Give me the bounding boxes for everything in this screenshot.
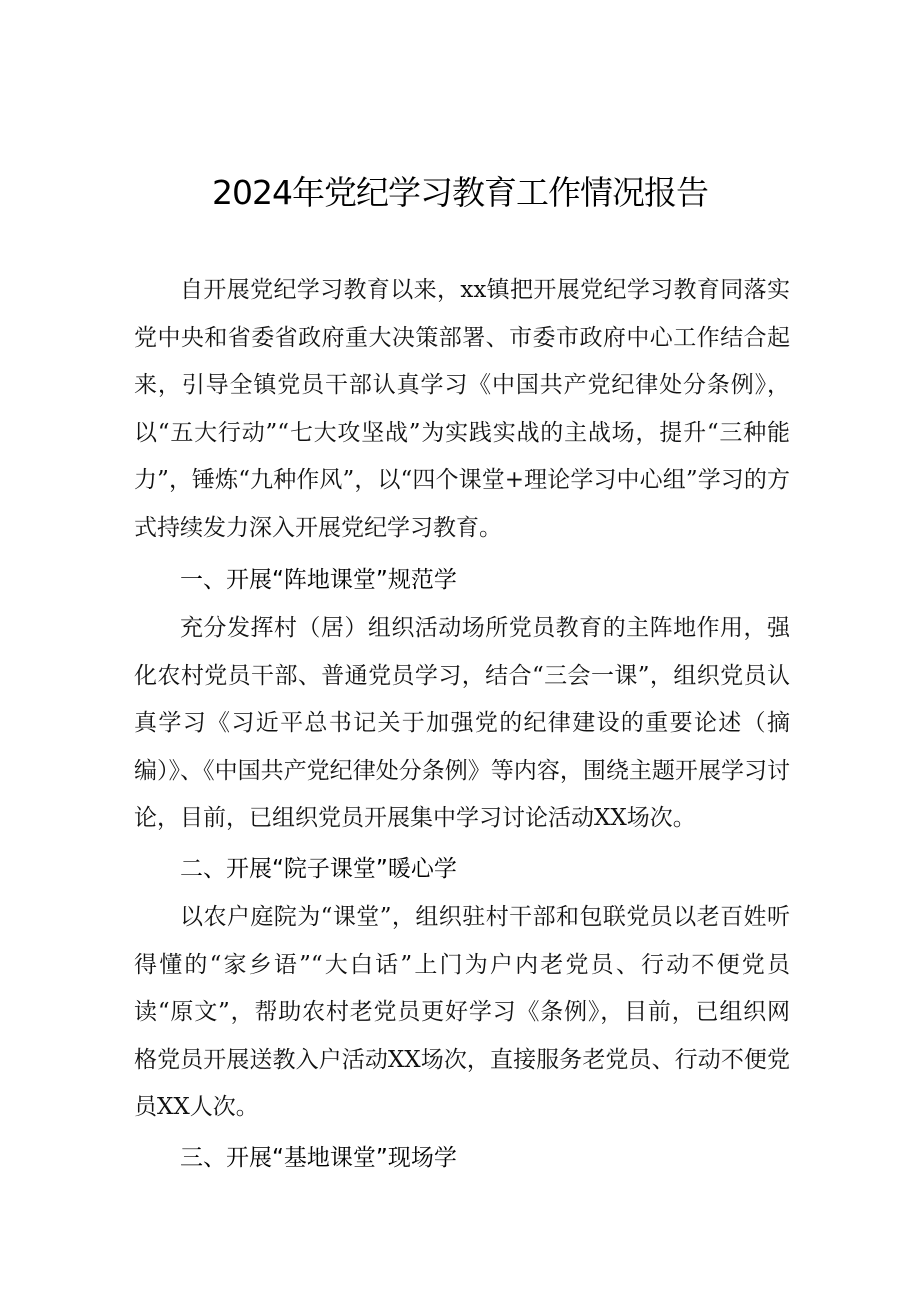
- intro-paragraph: 自开展党纪学习教育以来，xx镇把开展党纪学习教育同落实党中央和省委省政府重大决策部署、市委市政府中心工作结合起来，引导全镇党员干部认真学习《中国共产党纪律处分条例》，以“五大行动”“七大攻坚战”为实践实战的主战场，提升“三种能力”，锤炼“九种作风”，以“四个课堂+理论学习中心组”学习的方式持续发力深入开展党纪学习教育。: [134, 277, 790, 541]
- section-1-paragraph: 充分发挥村（居）组织活动场所党员教育的主阵地作用，强化农村党员干部、普通党员学习，结合“三会一课”，组织党员认真学习《习近平总书记关于加强党的纪律建设的重要论述（摘编）》、《中国共产党纪律处分条例》等内容，围绕主题开展学习讨论，目前，已组织党员开展集中学习讨论活动XX场次。: [134, 615, 790, 831]
- section-heading-2: 二、开展“院子课堂”暖心学: [180, 856, 457, 882]
- section-heading-3: 三、开展“基地课堂”现场学: [180, 1145, 457, 1171]
- section-heading-1: 一、开展“阵地课堂”规范学: [180, 567, 457, 593]
- section-2-paragraph: 以农户庭院为“课堂”，组织驻村干部和包联党员以老百姓听得懂的“家乡语”“大白话”上门为户内老党员、行动不便党员读“原文”，帮助农村老党员更好学习《条例》，目前，已组织网格党员开展送教入户活动XX场次，直接服务老党员、行动不便党员XX人次。: [134, 904, 790, 1120]
- document-title: 2024年党纪学习教育工作情况报告: [212, 173, 708, 212]
